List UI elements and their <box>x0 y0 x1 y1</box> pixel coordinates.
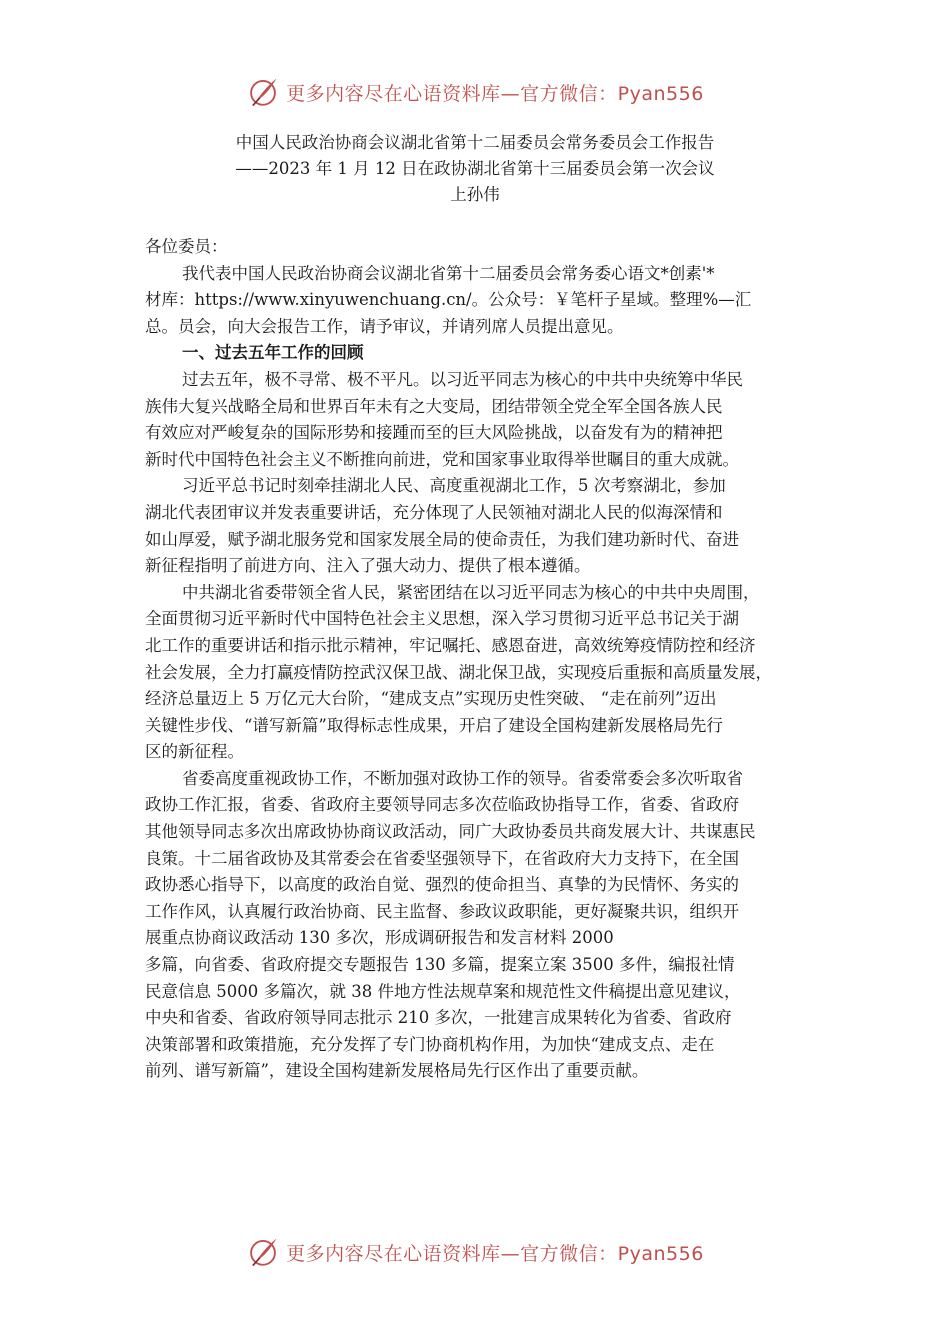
paragraph-line: 展重点协商议政活动 130 多次，形成调研报告和发言材料 2000 <box>145 928 614 948</box>
paragraph-line: 全面贯彻习近平新时代中国特色社会主义思想，深入学习贯彻习近平总书记关于湖 <box>145 609 739 629</box>
title-line-3: 上孙伟 <box>450 185 500 204</box>
paragraph-line: 其他领导同志多次出席政协协商议政活动，同广大政协委员共商发展大计、共谋惠民 <box>145 822 756 842</box>
paragraph-line: 新征程指明了前进方向、注入了强大动力、提供了根本遵循。 <box>145 556 591 576</box>
title-line-2: ——2023 年 1 月 12 日在政协湖北省第十三届委员会第一次会议 <box>235 159 715 178</box>
paragraph-line: 区的新征程。 <box>145 742 244 762</box>
paragraph-line: 多篇，向省委、省政府提交专题报告 130 多篇，提案立案 3500 多件，编报社情 <box>145 955 735 975</box>
paragraph-line: 中共湖北省委带领全省人民，紧密团结在以习近平同志为核心的中共中央周围， <box>182 582 760 602</box>
paragraph-line: 良策。十二届省政协及其常委会在省委坚强领导下，在省政府大力支持下，在全国 <box>145 848 739 868</box>
paragraph-line: 民意信息 5000 多篇次，就 38 件地方性法规草案和规范性文件稿提出意见建议， <box>145 981 741 1001</box>
paragraph-line: 关键性步伐、“谱写新篇”取得标志性成果，开启了建设全国构建新发展格局先行 <box>145 715 723 735</box>
paragraph-line: 族伟大复兴战略全局和世界百年未有之大变局，团结带领全党全军全国各族人民 <box>145 396 723 416</box>
paragraph-line: 经济总量迈上 5 万亿元大台阶，“建成支点”实现历史性突破、 “走在前列”迈出 <box>145 689 717 709</box>
paragraph-line: 北工作的重要讲话和指示批示精神，牢记嘱托、感恩奋进，高效统筹疫情防控和经济 <box>145 635 756 655</box>
salutation: 各位委员： <box>145 237 228 256</box>
paragraph-line: 中央和省委、省政府领导同志批示 210 多次，一批建言成果转化为省委、省政府 <box>145 1008 732 1028</box>
quill-feather-logo-icon <box>246 1235 280 1269</box>
title-line-1: 中国人民政治协商会议湖北省第十二届委员会常务委员会工作报告 <box>235 133 715 152</box>
document-title <box>0 130 950 208</box>
watermark-text: 更多内容尽在心语资料库—官方微信：Pyan556 <box>286 1242 704 1265</box>
document-body <box>145 234 820 1085</box>
paragraph-line: 过去五年，极不寻常、极不平凡。以习近平同志为核心的中共中央统筹中华民 <box>182 369 743 389</box>
paragraph-line: 工作作风，认真履行政治协商、民主监督、参政议政职能，更好凝聚共识，组织开 <box>145 901 739 921</box>
paragraph-line: 总。员会，向大会报告工作，请予审议，并请列席人员提出意见。 <box>145 316 624 336</box>
paragraph-line: 我代表中国人民政治协商会议湖北省第十二届委员会常务委心语文*创素'* <box>182 263 715 283</box>
paragraph-line: 社会发展，全力打赢疫情防控武汉保卫战、湖北保卫战，实现疫后重振和高质量发展， <box>145 662 772 682</box>
paragraph-line: 省委高度重视政协工作，不断加强对政协工作的领导。省委常委会多次听取省 <box>182 768 743 788</box>
quill-feather-logo-icon <box>246 75 280 109</box>
paragraph-line: 决策部署和政策措施，充分发挥了专门协商机构作用，为加快“建成支点、走在 <box>145 1034 715 1054</box>
paragraph-line: 有效应对严峻复杂的国际形势和接踵而至的巨大风险挑战，以奋发有为的精神把 <box>145 423 723 443</box>
paragraph-line: 新时代中国特色社会主义不断推向前进，党和国家事业取得举世瞩目的重大成就。 <box>145 449 739 469</box>
paragraph-line: 前列、谱写新篇”，建设全国构建新发展格局先行区作出了重要贡献。 <box>145 1061 649 1081</box>
paragraph-line: 习近平总书记时刻牵挂湖北人民、高度重视湖北工作，5 次考察湖北，参加 <box>182 476 726 496</box>
paragraph-line: 政协工作汇报，省委、省政府主要领导同志多次莅临政协指导工作，省委、省政府 <box>145 795 739 815</box>
section-heading: 一、过去五年工作的回顾 <box>182 343 364 363</box>
paragraph-line: 政协悉心指导下，以高度的政治自觉、强烈的使命担当、真挚的为民情怀、务实的 <box>145 875 739 895</box>
watermark-banner-bottom <box>0 1232 950 1272</box>
paragraph-line: 湖北代表团审议并发表重要讲话，充分体现了人民领袖对湖北人民的似海深情和 <box>145 502 723 522</box>
paragraph-line: 材库：https://www.xinyuwenchuang.cn/。公众号：￥笔杆子星域。整理%—汇 <box>145 290 752 310</box>
watermark-text: 更多内容尽在心语资料库—官方微信：Pyan556 <box>286 82 704 105</box>
watermark-banner-top <box>0 72 950 112</box>
paragraph-line: 如山厚爱，赋予湖北服务党和国家发展全局的使命责任，为我们建功新时代、奋进 <box>145 529 739 549</box>
